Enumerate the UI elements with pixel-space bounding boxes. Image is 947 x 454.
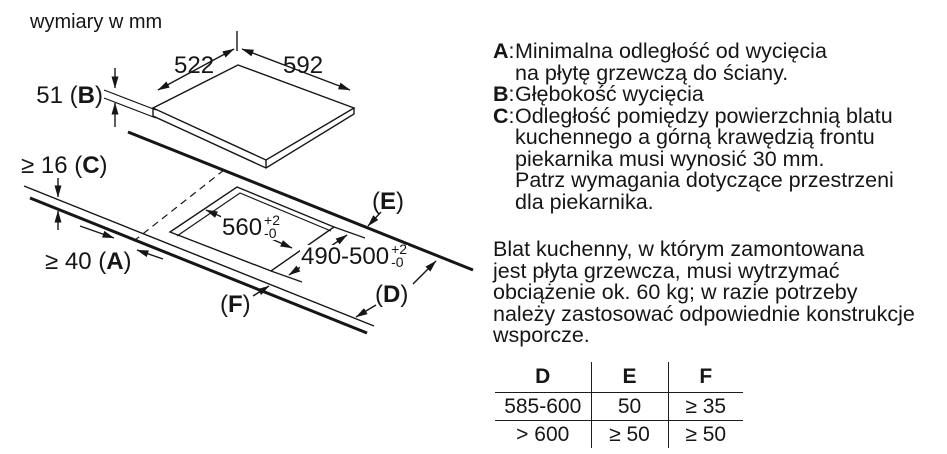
- table-header-e: E: [591, 362, 668, 393]
- legend-item-a: [493, 41, 894, 84]
- legend-text: Minimalna odległość od wycięcia na płytę grzewczą do ściany.: [515, 39, 827, 85]
- table-cell: 50: [591, 393, 668, 421]
- dim-b-extension-lines: [104, 90, 156, 118]
- tolerance-stack: +2 -0: [391, 241, 408, 270]
- legend-letter: A:: [493, 39, 515, 63]
- table-cell: ≥ 35: [668, 393, 743, 421]
- legend-item-b: [493, 84, 894, 106]
- label-d: (D): [375, 281, 409, 308]
- cutout-depth-label: 490-500 +2 -0: [301, 241, 408, 270]
- table-cell: ≥ 50: [591, 421, 668, 449]
- legend-text: Odległość pomiędzy powierzchnią blatu kuchennego a górną krawędzią frontu piekarnika musi wynosić 30 mm. Patrz wymagania dotyczące przestrzeni dla piekarnika.: [515, 103, 894, 214]
- table-header-f: F: [668, 362, 743, 393]
- dim-522-label: 522: [174, 52, 215, 79]
- page-title: wymiary w mm: [30, 11, 163, 33]
- dim-c-label: ≥ 16 (C): [21, 152, 108, 179]
- label-e: (E): [372, 188, 405, 215]
- table-row: [495, 421, 743, 449]
- dim-a-label: ≥ 40 (A): [45, 248, 132, 275]
- tolerance-stack: +2 -0: [264, 212, 281, 241]
- table-header-d: D: [495, 362, 591, 393]
- load-note: Blat kuchenny, w którym zamontowana jest płyta grzewcza, musi wytrzymać obciążenie ok. 60 kg; w razie potrzeby należy zastosować odpowiednie konstrukcje wsporcze.: [493, 237, 915, 347]
- legend-letter: B:: [493, 82, 515, 106]
- table-cell: ≥ 50: [668, 421, 743, 449]
- legend: [493, 41, 894, 213]
- table-row: [495, 393, 743, 421]
- hob-top-outline: [153, 65, 354, 160]
- dimension-table: [495, 362, 743, 448]
- dim-592-label: 592: [283, 52, 324, 79]
- label-f: (F): [220, 291, 251, 318]
- legend-letter: C:: [493, 103, 515, 128]
- legend-text: Głębokość wycięcia: [515, 82, 704, 106]
- legend-item-c: [493, 103, 894, 214]
- table-header-row: [495, 362, 743, 393]
- cutout-width-label: 560 +2 -0: [222, 212, 281, 241]
- table-cell: > 600: [516, 422, 570, 446]
- dim-b-label: 51 (B): [36, 82, 103, 109]
- table-cell: 585-600: [495, 393, 591, 421]
